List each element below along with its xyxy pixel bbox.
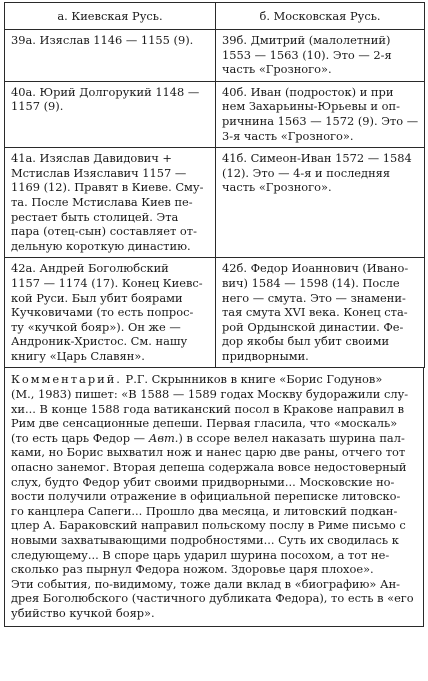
table-row	[5, 30, 425, 82]
document-page	[4, 2, 424, 627]
table-cell: 40б. Иван (подросток) и при нем Захарьины-Юрьевы и оп- ричнина 1563 — 1572 (9). Это — 3-я часть «Грозного».	[216, 81, 425, 147]
comparison-table	[4, 2, 425, 368]
table-cell: 42а. Андрей Боголюбский 1157 — 1174 (17). Конец Киевс- кой Руси. Был убит боярами Кучковичами (то есть попрос- ту «кучкой бояр»). Он же — Андроник-Христос. См. нашу книгу «Царь Славян».	[5, 258, 216, 368]
commentary-text-part1: Р.Г. Скрынников в книге «Борис Годунов» (М., 1983) пишет: «В 1588 — 1589 годах Москву будоражили слу- хи... В конце 1588 года ватиканский посол в Кракове направил в Рим две сенсационные депеши. Первая гласила, что «москаль» (то есть царь Федор —	[11, 372, 409, 445]
header-kievan-rus: а. Киевская Русь.	[5, 3, 216, 30]
commentary-author-note: Авт.	[148, 430, 179, 445]
commentary-text-part2: ) в ссоре велел наказать шурина пал- ками, но Борис выхватил нож и нанес царю две раны, отчего тот опасно занемог. Вторая депеша содержала вовсе недостоверный слух, будто Федор убит своими придворными... Московские но- вости получили отражение в официальной переписке литовско- го канцлера Сапеги... Прошло два месяца, и литовский подкан- цлер А. Бараковский направил польскому послу в Риме письмо с новыми захватывающими подробностями... Суть их сводилась к следующему... В споре царь ударил шурина посохом, а тот не- сколько раз пырнул Федора ножом. Здоровье царя плохое». Эти события, по-видимому, тоже дали вклад в «биографию» Ан- дрея Боголюбского (частичного дубликата Федора), то есть в «его убийство кучкой бояр».	[11, 430, 414, 620]
table-cell: 39б. Дмитрий (малолетний) 1553 — 1563 (10). Это — 2-я часть «Грозного».	[216, 30, 425, 82]
table-cell: 41а. Изяслав Давидович + Мстислав Изяславич 1157 — 1169 (12). Правят в Киеве. Сму- та. После Мстислава Киев пе- рестает быть столицей. Эта пара (отец-сын) составляет от- дельную короткую династию.	[5, 148, 216, 258]
commentary-label: Комментарий.	[11, 372, 122, 387]
table-row	[5, 258, 425, 368]
table-row	[5, 148, 425, 258]
commentary-block	[4, 368, 424, 626]
table-row	[5, 81, 425, 147]
table-cell: 42б. Федор Иоаннович (Ивано- вич) 1584 — 1598 (14). После него — смута. Это — знамени- тая смута XVI века. Конец ста- рой Ордынской династии. Фе- дор якобы был убит своими придворными.	[216, 258, 425, 368]
header-muscovite-rus: б. Московская Русь.	[216, 3, 425, 30]
table-cell: 41б. Симеон-Иван 1572 — 1584 (12). Это — 4-я и последняя часть «Грозного».	[216, 148, 425, 258]
table-header-row	[5, 3, 425, 30]
table-cell: 39а. Изяслав 1146 — 1155 (9).	[5, 30, 216, 82]
table-cell: 40а. Юрий Долгорукий 1148 — 1157 (9).	[5, 81, 216, 147]
